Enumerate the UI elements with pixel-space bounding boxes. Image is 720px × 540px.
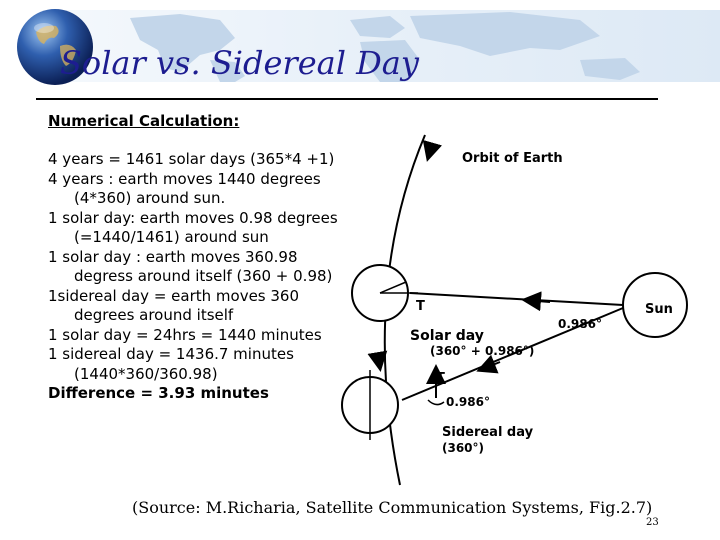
angle-label-lower: 0.986° [446,395,490,409]
calculation-line: 1 sidereal day = 1436.7 minutes (1440*360/360.98) [48,345,294,383]
solar-day-angle: (360° + 0.986°) [430,344,535,358]
sidereal-day-label: Sidereal day [442,425,534,440]
page-number: 23 [646,517,659,528]
continent-asia [410,12,600,56]
source-citation: (Source: M.Richaria, Satellite Communication Systems, Fig.2.7) [132,498,653,517]
sun-to-upper-earth-line [410,293,623,305]
slide-title: Solar vs. Sidereal Day [60,44,419,82]
solar-day-label: Solar day [410,328,484,344]
sun-label: Sun [645,302,673,317]
calculation-line: 1sidereal day = earth moves 360 degrees around itself [48,286,300,324]
calculation-line: 1 solar day : earth moves 360.98 degress around itself (360 + 0.98) [48,247,333,285]
calculation-line: 4 years : earth moves 1440 degrees (4*360) around sun. [48,169,321,207]
calculation-line: 1 solar day: earth moves 0.98 degrees (=1440/1461) around sun [48,208,338,246]
orbit-label: Orbit of Earth [462,151,563,166]
t-label-upper: T [416,299,425,314]
angle-label-upper: 0.986° [558,317,602,331]
calculation-line: 1 solar day = 24hrs = 1440 minutes [48,325,322,344]
solar-sidereal-diagram [340,130,690,490]
t-label-lower: T [436,371,445,386]
orbit-arrow-upper [428,144,432,158]
sidereal-day-angle: (360°) [442,441,485,455]
angle-arc-lower [428,400,444,405]
section-heading: Numerical Calculation: [48,112,240,130]
continent-australia [580,58,640,80]
continent-europe [350,16,405,38]
calculation-line: 4 years = 1461 solar days (365*4 +1) [48,150,335,168]
calculation-result: Difference = 3.93 minutes [48,384,269,402]
calculation-list [48,150,348,404]
orbit-arrow-lower [378,356,380,368]
title-divider [36,98,658,100]
